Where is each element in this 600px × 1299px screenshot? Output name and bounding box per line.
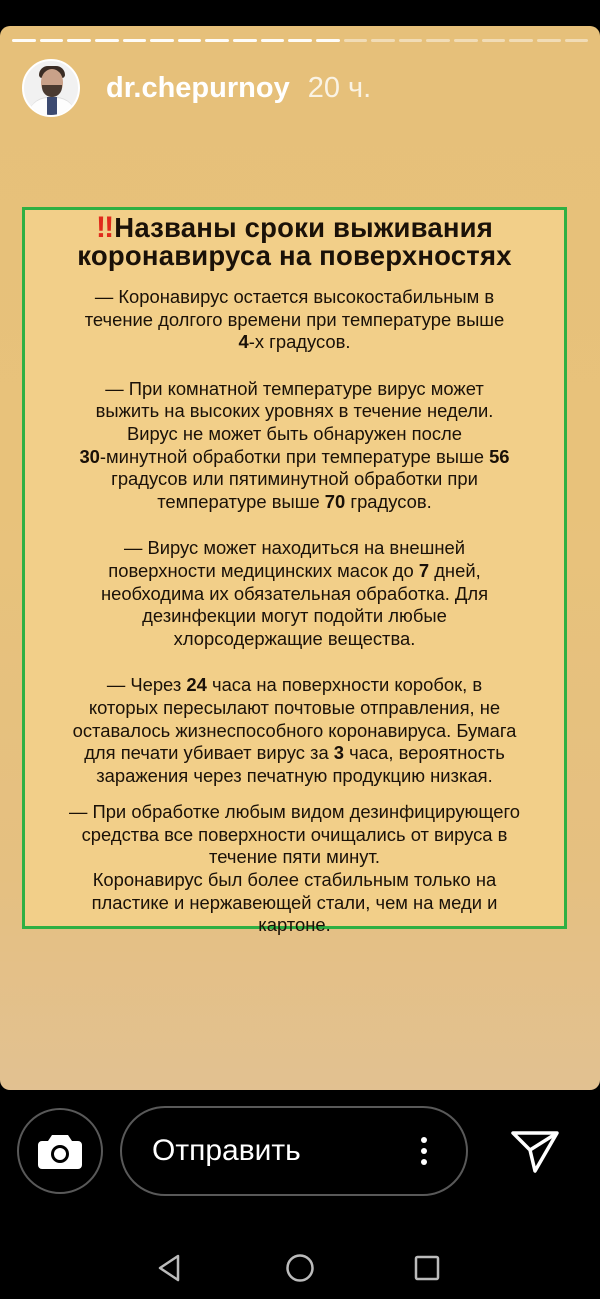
progress-segment [399,39,423,42]
story-time: 20 ч. [307,71,372,104]
more-vertical-icon[interactable] [404,1131,444,1171]
poster-text-line: заражения через печатную продукцию низкая. [96,764,493,786]
poster-text-line: хлорсодержащие вещества. [173,627,416,649]
poster-text-line: температуре выше 70 градусов. [157,490,432,512]
poster-text-line: необходима их обязательная обработка. Для [100,582,489,604]
poster-text-line: течение пяти минут. [209,846,380,868]
progress-segment [316,39,340,42]
story-progress-bar [12,39,588,42]
poster-text-line: — При комнатной температуре вирус может [105,377,484,399]
poster-text-line: дезинфекции могут подойти любые [142,605,447,627]
progress-segment [426,39,450,42]
progress-segment [454,39,478,42]
poster-title-line-2: коронавируса на поверхностях [77,240,512,271]
progress-segment [482,39,506,42]
poster-text-line: пластике и нержавеющей стали, чем на меди и [91,891,498,913]
story-poster-image [22,207,567,936]
story-header [22,58,371,118]
poster-text-line: выжить на высоких уровнях в течение недели. [95,400,494,422]
double-exclamation-icon: ‼ [95,211,115,244]
poster-text-line: оставалось жизнеспособного коронавируса. Бумага [72,719,517,741]
poster-text-line: Коронавирус был более стабильным только на [92,869,497,891]
progress-segment [12,39,36,42]
progress-segment [233,39,257,42]
android-navigation-bar [0,1230,600,1299]
progress-segment [40,39,64,42]
poster-text-line: — При обработке любым видом дезинфицирующего [68,801,521,823]
progress-segment [288,39,312,42]
poster-paragraph-2 [31,378,558,514]
poster-text-line: картоне. [258,914,331,936]
poster-text-line: 30-минутной обработки при температуре выше 56 [79,445,510,467]
story-footer [0,1090,600,1215]
progress-segment [150,39,174,42]
poster-text-line: течение долгого времени при температуре выше [84,308,505,330]
username[interactable]: dr.chepurnoy [106,71,290,104]
poster-text-line: Вирус не может быть обнаружен после [126,422,463,444]
progress-segment [123,39,147,42]
poster-text-line: которых пересылают почтовые отправления, не [88,696,501,718]
poster-paragraph-3 [31,537,558,650]
poster-text-line: средства все поверхности очищались от вируса в [81,823,508,845]
back-triangle-icon[interactable] [154,1252,186,1284]
progress-segment [178,39,202,42]
progress-segment [371,39,395,42]
poster-text-line: поверхности медицинских масок до 7 дней, [108,559,481,581]
progress-segment [261,39,285,42]
poster-paragraph-5 [31,801,558,937]
avatar[interactable] [22,59,80,117]
progress-segment [205,39,229,42]
recents-square-icon[interactable] [411,1252,443,1284]
poster-text-line: градусов или пятиминутной обработки при [111,468,478,490]
home-circle-icon[interactable] [284,1252,316,1284]
send-message-placeholder: Отправить [152,1134,301,1167]
send-message-input[interactable] [120,1106,468,1196]
poster-title-line-1: Названы сроки выживания [114,212,494,243]
poster-paragraph-4 [31,674,558,787]
poster-text-line: — Через 24 часа на поверхности коробок, в [106,674,483,696]
progress-segment [67,39,91,42]
story-view[interactable] [0,26,600,1090]
poster-paragraph-1 [31,286,558,354]
paper-plane-icon[interactable] [510,1128,560,1174]
camera-button[interactable] [17,1108,103,1194]
progress-segment [537,39,561,42]
poster-text-line: — Вирус может находиться на внешней [124,537,465,559]
poster-text-line: для печати убивает вирус за 3 часа, вероятность [84,742,505,764]
poster-text-line: — Коронавирус остается высокостабильным в [94,286,495,307]
poster-title [31,211,558,271]
camera-icon [37,1132,83,1170]
progress-segment [565,39,589,42]
poster-text-line: 4-х градусов. [238,331,351,353]
progress-segment [509,39,533,42]
progress-segment [344,39,368,42]
progress-segment [95,39,119,42]
